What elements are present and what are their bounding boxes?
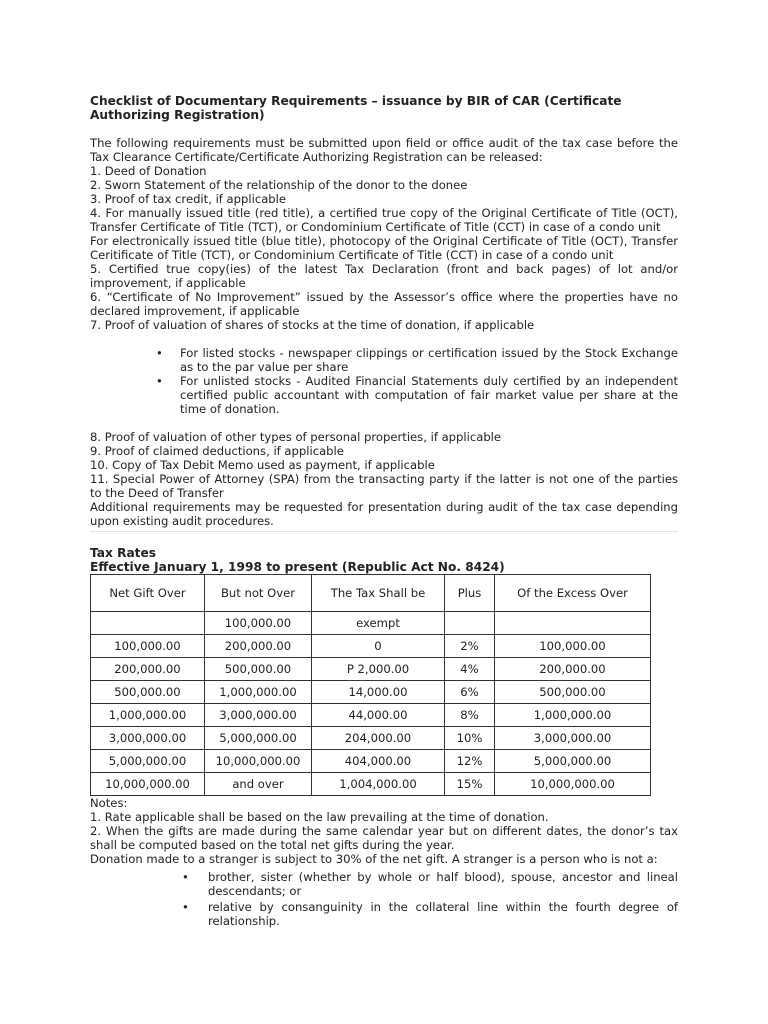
table-cell (495, 612, 651, 635)
table-row (91, 658, 651, 681)
requirement-2: 2. Sworn Statement of the relationship of the donor to the donee (90, 178, 468, 192)
table-cell: 500,000.00 (205, 658, 312, 681)
table-cell: 1,000,000.00 (495, 704, 651, 727)
table-cell: 500,000.00 (91, 681, 205, 704)
column-header: The Tax Shall be (312, 575, 445, 612)
requirement-9: 9. Proof of claimed deductions, if applicable (90, 444, 344, 458)
tax-rates-table (90, 574, 651, 796)
table-cell (91, 612, 205, 635)
table-cell: 14,000.00 (312, 681, 445, 704)
table-cell: P 2,000.00 (312, 658, 445, 681)
table-cell: 8% (445, 704, 495, 727)
table-cell: 200,000.00 (91, 658, 205, 681)
table-cell: 200,000.00 (495, 658, 651, 681)
table-cell: 12% (445, 750, 495, 773)
requirement-6: 6. “Certificate of No Improvement” issued by the Assessor’s office where the properties have no declared improvement, if applicable (90, 290, 678, 318)
column-header: But not Over (205, 575, 312, 612)
stranger-note: Donation made to a stranger is subject to 30% of the net gift. A stranger is a person who is not a: (90, 852, 658, 866)
table-cell: 204,000.00 (312, 727, 445, 750)
table-cell: 10% (445, 727, 495, 750)
requirement-7: 7. Proof of valuation of shares of stocks at the time of donation, if applicable (90, 318, 535, 332)
table-cell: 3,000,000.00 (205, 704, 312, 727)
requirement-4b: For electronically issued title (blue title), photocopy of the Original Certificate of Title (OCT), Transfer Ceritificate of Title (TCT), or Condominium Certificate of Title (CCT) in case of a condo unit (90, 234, 678, 262)
list-item: • For unlisted stocks - Audited Financial Statements duly certified by an independent certified public accountant with computation of fair market value per share at the time of donation. (180, 374, 678, 416)
requirement-5: 5. Certified true copy(ies) of the latest Tax Declaration (front and back pages) of lot and/or improvement, if applicable (90, 262, 678, 290)
column-header: Plus (445, 575, 495, 612)
table-cell: 2% (445, 635, 495, 658)
table-cell: 100,000.00 (495, 635, 651, 658)
tax-rates-heading: Tax Rates (90, 546, 157, 560)
tax-rates-subheading: Effective January 1, 1998 to present (Republic Act No. 8424) (90, 560, 505, 574)
requirement-10: 10. Copy of Tax Debit Memo used as payment, if applicable (90, 458, 435, 472)
table-cell: and over (205, 773, 312, 796)
table-cell: 3,000,000.00 (91, 727, 205, 750)
table-cell: 10,000,000.00 (495, 773, 651, 796)
document (90, 94, 678, 930)
table-cell: 5,000,000.00 (495, 750, 651, 773)
document-title: Checklist of Documentary Requirements – issuance by BIR of CAR (Certificate Authorizing Registration) (90, 94, 622, 122)
table-cell: 500,000.00 (495, 681, 651, 704)
table-cell: exempt (312, 612, 445, 635)
table-row (91, 750, 651, 773)
table-cell: 1,000,000.00 (205, 681, 312, 704)
relatives-list (90, 870, 678, 928)
list-item: • relative by consanguinity in the collateral line within the fourth degree of relationship. (208, 900, 678, 928)
table-cell: 100,000.00 (205, 612, 312, 635)
requirement-8: 8. Proof of valuation of other types of personal properties, if applicable (90, 430, 502, 444)
requirement-4: 4. For manually issued title (red title), a certified true copy of the Original Certificate of Title (OCT), Transfer Certificate of Title (TCT), or Condominium Certificate of Title (CCT) in case of a condo unit (90, 206, 678, 234)
table-cell: 5,000,000.00 (91, 750, 205, 773)
additional-requirements: Additional requirements may be requested for presentation during audit of the tax case depending upon existing audit procedures. (90, 500, 678, 528)
table-cell: 10,000,000.00 (205, 750, 312, 773)
table-cell: 10,000,000.00 (91, 773, 205, 796)
table-cell: 44,000.00 (312, 704, 445, 727)
list-item: • For listed stocks - newspaper clippings or certification issued by the Stock Exchange as to the par value per share (180, 346, 678, 374)
table-cell: 100,000.00 (91, 635, 205, 658)
note-1: 1. Rate applicable shall be based on the law prevailing at the time of donation. (90, 810, 549, 824)
table-cell: 4% (445, 658, 495, 681)
requirement-1: 1. Deed of Donation (90, 164, 207, 178)
note-2: 2. When the gifts are made during the same calendar year but on different dates, the donor’s tax shall be computed based on the total net gifts during the year. (90, 824, 678, 852)
stock-valuation-list (90, 346, 678, 416)
notes-label: Notes: (90, 796, 128, 810)
column-header: Of the Excess Over (495, 575, 651, 612)
table-cell: 200,000.00 (205, 635, 312, 658)
list-item: • brother, sister (whether by whole or half blood), spouse, ancestor and lineal descendants; or (208, 870, 678, 898)
table-cell: 0 (312, 635, 445, 658)
table-cell: 404,000.00 (312, 750, 445, 773)
requirement-3: 3. Proof of tax credit, if applicable (90, 192, 287, 206)
table-cell: 1,004,000.00 (312, 773, 445, 796)
table-cell: 1,000,000.00 (91, 704, 205, 727)
table-cell (445, 612, 495, 635)
table-cell: 5,000,000.00 (205, 727, 312, 750)
table-row (91, 681, 651, 704)
table-row (91, 635, 651, 658)
table-row (91, 773, 651, 796)
divider (90, 531, 678, 532)
table-row (91, 612, 651, 635)
table-cell: 6% (445, 681, 495, 704)
table-row (91, 727, 651, 750)
table-row (91, 704, 651, 727)
intro-paragraph: The following requirements must be submitted upon field or office audit of the tax case before the Tax Clearance Certificate/Certificate Authorizing Registration can be released: (90, 136, 678, 164)
table-cell: 3,000,000.00 (495, 727, 651, 750)
table-cell: 15% (445, 773, 495, 796)
column-header: Net Gift Over (91, 575, 205, 612)
requirement-11: 11. Special Power of Attorney (SPA) from the transacting party if the latter is not one of the parties to the Deed of Transfer (90, 472, 678, 500)
table-header-row (91, 575, 651, 612)
